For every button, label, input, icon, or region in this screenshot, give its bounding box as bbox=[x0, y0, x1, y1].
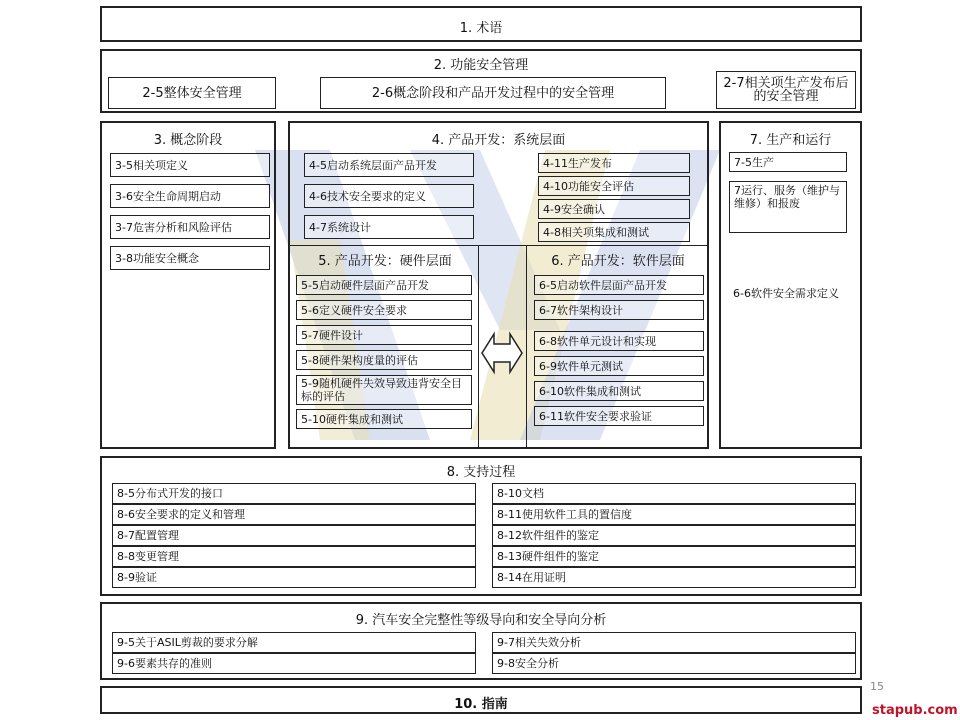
item-5-9: 5-9随机硬件失效导致违背安全目标的评估 bbox=[296, 375, 472, 405]
part-1-title: 1. 术语 bbox=[459, 21, 503, 36]
item-8-8: 8-8变更管理 bbox=[112, 546, 476, 567]
item-5-7: 5-7硬件设计 bbox=[296, 325, 472, 345]
item-9-5: 9-5关于ASIL剪裁的要求分解 bbox=[112, 632, 476, 653]
item-2-5: 2-5整体安全管理 bbox=[108, 77, 276, 109]
item-3-7: 3-7危害分析和风险评估 bbox=[110, 215, 270, 239]
part-5-title: 5. 产品开发：硬件层面 bbox=[318, 254, 452, 269]
part-4-system bbox=[288, 121, 709, 449]
item-4-6: 4-6技术安全要求的定义 bbox=[304, 184, 474, 208]
part-10-guideline bbox=[100, 686, 862, 714]
item-5-8: 5-8硬件架构度量的评估 bbox=[296, 350, 472, 370]
part-7-production bbox=[719, 121, 862, 449]
part-1-vocabulary bbox=[100, 6, 862, 42]
part-8-supporting bbox=[100, 456, 862, 596]
item-4-11: 4-11生产发布 bbox=[538, 153, 690, 173]
part-6-left-border bbox=[526, 245, 527, 447]
item-6-9: 6-9软件单元测试 bbox=[534, 356, 704, 376]
item-5-6: 5-6定义硬件安全要求 bbox=[296, 300, 472, 320]
part-2-title: 2. 功能安全管理 bbox=[433, 58, 529, 73]
item-8-9: 8-9验证 bbox=[112, 567, 476, 588]
part-4-divider bbox=[290, 245, 707, 246]
part-5-right-border bbox=[478, 245, 479, 447]
item-5-5: 5-5启动硬件层面产品开发 bbox=[296, 275, 472, 295]
part-8-title: 8. 支持过程 bbox=[446, 465, 516, 480]
item-9-8: 9-8安全分析 bbox=[492, 653, 856, 674]
item-8-5: 8-5分布式开发的接口 bbox=[112, 483, 476, 504]
item-8-10: 8-10文档 bbox=[492, 483, 856, 504]
item-7-5: 7-5生产 bbox=[729, 152, 847, 172]
item-7-operation: 7运行、服务（维护与维修）和报废 bbox=[729, 181, 847, 233]
item-4-10: 4-10功能安全评估 bbox=[538, 176, 690, 196]
item-6-10: 6-10软件集成和测试 bbox=[534, 381, 704, 401]
part-9-asil bbox=[100, 602, 862, 680]
item-2-6: 2-6概念阶段和产品开发过程中的安全管理 bbox=[320, 77, 666, 109]
page-number: 15 bbox=[870, 680, 884, 693]
part-2-management bbox=[100, 49, 862, 113]
part-3-concept bbox=[100, 121, 276, 449]
item-8-12: 8-12软件组件的鉴定 bbox=[492, 525, 856, 546]
item-8-14: 8-14在用证明 bbox=[492, 567, 856, 588]
note-6-6: 6-6软件安全需求定义 bbox=[733, 287, 839, 300]
item-9-7: 9-7相关失效分析 bbox=[492, 632, 856, 653]
item-6-8: 6-8软件单元设计和实现 bbox=[534, 331, 704, 351]
part-4-title: 4. 产品开发：系统层面 bbox=[431, 133, 566, 148]
item-4-7: 4-7系统设计 bbox=[304, 215, 474, 239]
part-10-title: 10. 指南 bbox=[454, 697, 508, 712]
item-3-6: 3-6安全生命周期启动 bbox=[110, 184, 270, 208]
item-6-5: 6-5启动软件层面产品开发 bbox=[534, 275, 704, 295]
part-6-title: 6. 产品开发：软件层面 bbox=[551, 254, 685, 269]
item-9-6: 9-6要素共存的准则 bbox=[112, 653, 476, 674]
site-watermark: stapub.com bbox=[872, 703, 958, 718]
item-4-8: 4-8相关项集成和测试 bbox=[538, 222, 690, 242]
item-3-5: 3-5相关项定义 bbox=[110, 153, 270, 177]
item-4-9: 4-9安全确认 bbox=[538, 199, 690, 219]
item-3-8: 3-8功能安全概念 bbox=[110, 246, 270, 270]
item-6-11: 6-11软件安全要求验证 bbox=[534, 406, 704, 426]
part-7-title: 7. 生产和运行 bbox=[749, 133, 832, 148]
item-4-5: 4-5启动系统层面产品开发 bbox=[304, 153, 474, 177]
item-5-10: 5-10硬件集成和测试 bbox=[296, 409, 472, 429]
item-8-11: 8-11使用软件工具的置信度 bbox=[492, 504, 856, 525]
item-8-7: 8-7配置管理 bbox=[112, 525, 476, 546]
part-9-title: 9. 汽车安全完整性等级导向和安全导向分析 bbox=[355, 613, 607, 628]
item-2-7: 2-7相关项生产发布后的安全管理 bbox=[716, 71, 856, 109]
double-arrow-icon bbox=[480, 328, 524, 378]
item-8-13: 8-13硬件组件的鉴定 bbox=[492, 546, 856, 567]
item-6-7: 6-7软件架构设计 bbox=[534, 300, 704, 320]
item-8-6: 8-6安全要求的定义和管理 bbox=[112, 504, 476, 525]
part-3-title: 3. 概念阶段 bbox=[153, 133, 223, 148]
